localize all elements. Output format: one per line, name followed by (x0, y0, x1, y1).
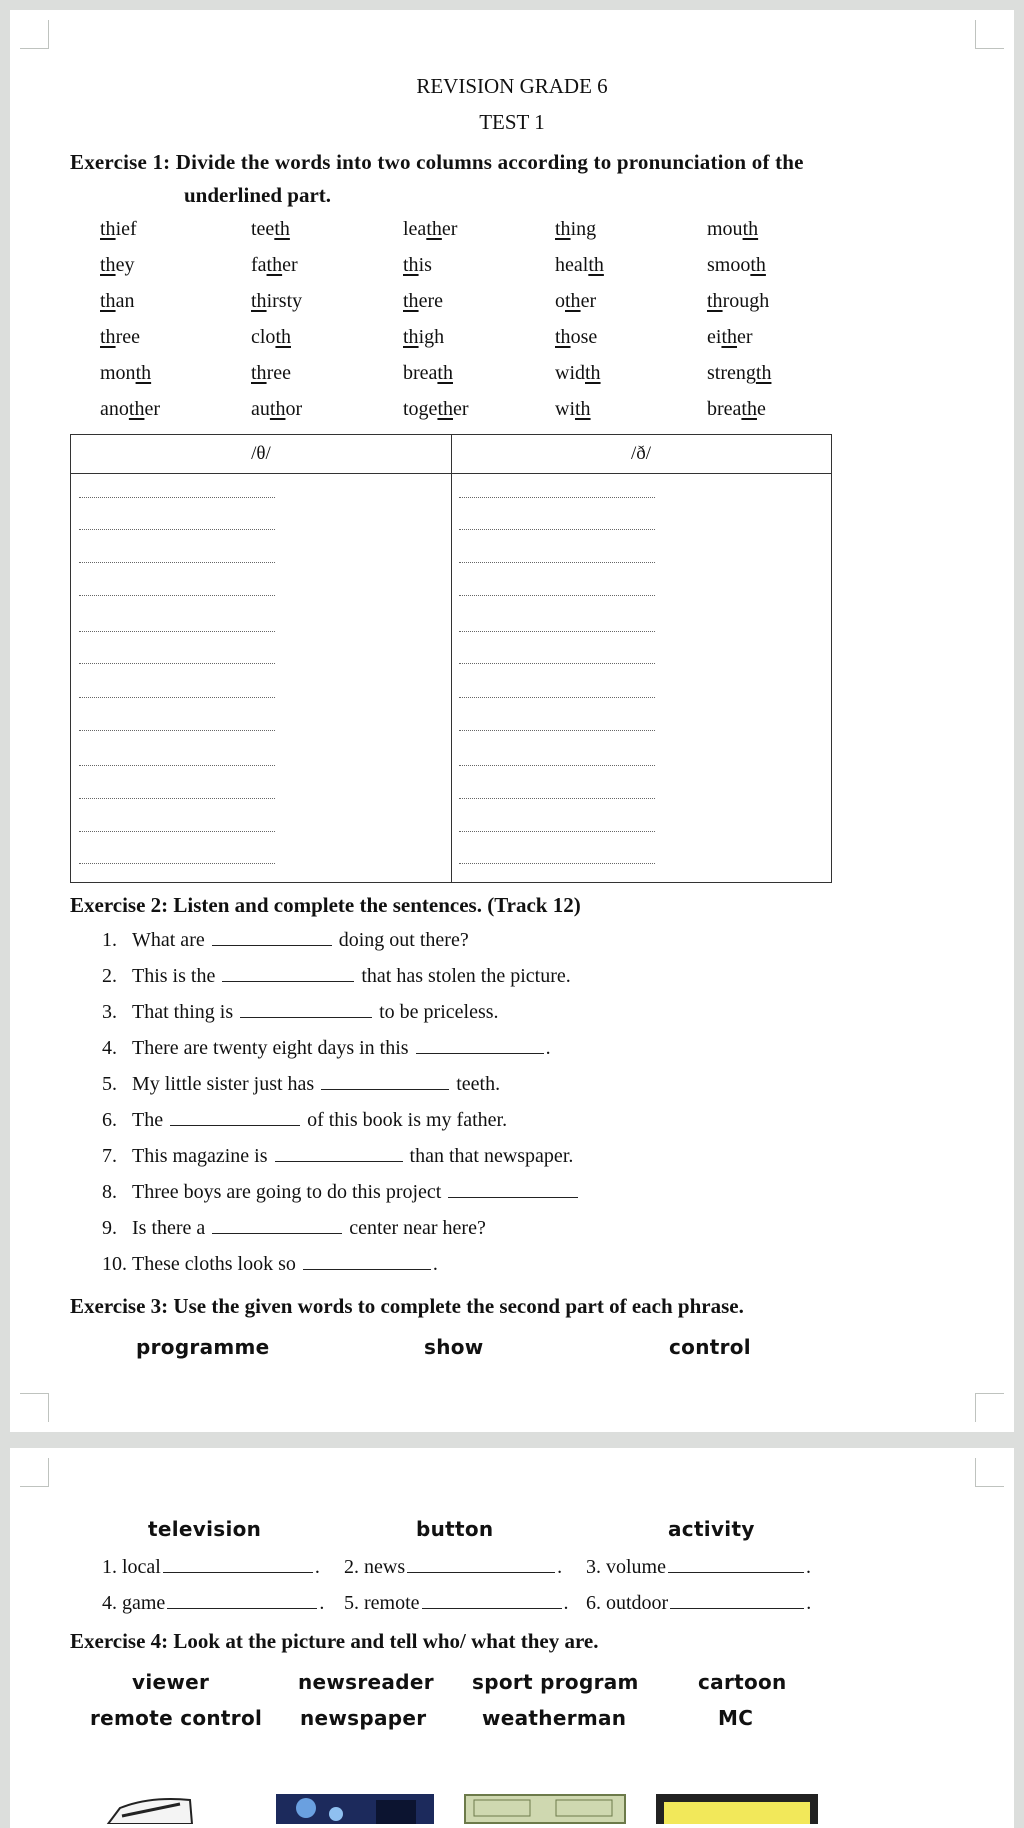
answer-line[interactable] (79, 663, 275, 664)
vocab-word: remote control (90, 1706, 263, 1730)
word-item: thirsty (251, 290, 303, 312)
word-item: they (100, 254, 135, 276)
answer-line[interactable] (79, 697, 275, 698)
word-item: author (251, 398, 303, 420)
page-corner-mark (20, 20, 49, 49)
page-corner-mark (975, 1393, 1004, 1422)
sentence-item: 6. The of this book is my father. (102, 1109, 508, 1131)
answer-line[interactable] (459, 765, 655, 766)
answer-line[interactable] (459, 562, 655, 563)
given-word: television (148, 1517, 262, 1541)
exercise-3-heading: Exercise 3: Use the given words to complete the second part of each phrase. (70, 1294, 744, 1318)
answer-line[interactable] (459, 663, 655, 664)
answer-blank[interactable] (668, 1571, 804, 1573)
answer-line[interactable] (79, 863, 275, 864)
answer-line[interactable] (459, 798, 655, 799)
answer-blank[interactable] (416, 1052, 544, 1054)
answer-blank[interactable] (670, 1607, 804, 1609)
theta-column (71, 435, 452, 882)
eth-column-header: /ð/ (451, 435, 831, 474)
given-word: show (424, 1335, 484, 1359)
word-item: smooth (707, 254, 766, 276)
answer-blank[interactable] (212, 944, 332, 946)
exercise-1-heading-cont: underlined part. (184, 183, 332, 207)
doc-title: REVISION GRADE 6 (416, 74, 608, 98)
vocab-word: newspaper (300, 1706, 427, 1730)
answer-line[interactable] (459, 730, 655, 731)
eth-column (451, 435, 831, 882)
answer-line[interactable] (79, 831, 275, 832)
vocab-word: viewer (132, 1670, 210, 1694)
exercise-2-heading: Exercise 2: Listen and complete the sentences. (Track 12) (70, 893, 581, 917)
vocab-word: newsreader (298, 1670, 434, 1694)
phrase-item: 6. outdoor . (586, 1592, 812, 1614)
word-item: another (100, 398, 160, 420)
answer-blank[interactable] (275, 1160, 403, 1162)
word-item: this (403, 254, 432, 276)
word-item: with (555, 398, 591, 420)
answer-blank[interactable] (422, 1607, 562, 1609)
page-corner-mark (20, 1458, 49, 1487)
word-item: than (100, 290, 135, 312)
phrase-item: 2. news . (344, 1556, 563, 1578)
word-item: month (100, 362, 152, 384)
answer-line[interactable] (79, 595, 275, 596)
word-item: thigh (403, 326, 445, 348)
answer-line[interactable] (459, 595, 655, 596)
given-word: control (669, 1335, 751, 1359)
answer-line[interactable] (79, 529, 275, 530)
sentence-item: 8. Three boys are going to do this project (102, 1181, 580, 1204)
theta-column-header: /θ/ (71, 435, 451, 474)
answer-line[interactable] (459, 863, 655, 864)
page-corner-mark (975, 20, 1004, 49)
answer-blank[interactable] (240, 1016, 372, 1018)
word-item: mouth (707, 218, 759, 240)
vocab-word: sport program (472, 1670, 639, 1694)
answer-line[interactable] (459, 697, 655, 698)
vocab-word: cartoon (698, 1670, 787, 1694)
answer-line[interactable] (459, 529, 655, 530)
answer-blank[interactable] (303, 1268, 431, 1270)
sentence-item: 4. There are twenty eight days in this . (102, 1037, 551, 1059)
sentence-item: 1. What are doing out there? (102, 929, 469, 951)
sentence-item: 3. That thing is to be priceless. (102, 1001, 499, 1023)
answer-line[interactable] (79, 798, 275, 799)
sentence-item: 9. Is there a center near here? (102, 1217, 486, 1239)
word-item: either (707, 326, 753, 348)
phrase-item: 5. remote . (344, 1592, 569, 1614)
page-corner-mark (20, 1393, 49, 1422)
answer-blank[interactable] (222, 980, 354, 982)
given-word: button (416, 1517, 494, 1541)
word-item: there (403, 290, 443, 312)
exercise-1-heading: Exercise 1: Divide the words into two columns according to pronunciation of the (70, 150, 804, 174)
word-item: other (555, 290, 597, 312)
answer-line[interactable] (79, 562, 275, 563)
word-item: strength (707, 362, 772, 384)
word-item: father (251, 254, 298, 276)
word-item: cloth (251, 326, 291, 348)
page-corner-mark (975, 1458, 1004, 1487)
sentence-item: 10. These cloths look so . (102, 1253, 438, 1275)
word-item: together (403, 398, 469, 420)
word-item: through (707, 290, 770, 312)
answer-line[interactable] (79, 497, 275, 498)
word-item: leather (403, 218, 458, 240)
word-item: width (555, 362, 601, 384)
word-item: three (251, 362, 291, 384)
word-item: those (555, 326, 598, 348)
answer-line[interactable] (459, 831, 655, 832)
answer-blank[interactable] (212, 1232, 342, 1234)
exercise-4-heading: Exercise 4: Look at the picture and tell who/ what they are. (70, 1629, 599, 1653)
answer-blank[interactable] (167, 1607, 317, 1609)
answer-line[interactable] (459, 631, 655, 632)
word-item: thing (555, 218, 597, 240)
answer-line[interactable] (459, 497, 655, 498)
given-word: activity (668, 1517, 755, 1541)
answer-blank[interactable] (321, 1088, 449, 1090)
word-item: breathe (707, 398, 766, 420)
given-word: programme (136, 1335, 270, 1359)
phrase-item: 4. game . (102, 1592, 325, 1614)
sentence-item: 5. My little sister just has teeth. (102, 1073, 501, 1095)
phrase-item: 3. volume . (586, 1556, 811, 1578)
phrase-item: 1. local . (102, 1556, 320, 1578)
answer-blank[interactable] (448, 1196, 578, 1198)
answer-blank[interactable] (170, 1124, 300, 1126)
answer-blank[interactable] (163, 1571, 313, 1573)
word-item: breath (403, 362, 453, 384)
word-item: teeth (251, 218, 290, 240)
vocab-word: MC (718, 1706, 754, 1730)
vocab-word: weatherman (482, 1706, 627, 1730)
answer-line[interactable] (79, 730, 275, 731)
pronunciation-table (70, 434, 832, 883)
answer-line[interactable] (79, 631, 275, 632)
word-item: health (555, 254, 604, 276)
word-item: thief (100, 218, 137, 240)
answer-line[interactable] (79, 765, 275, 766)
word-item: three (100, 326, 140, 348)
sentence-item: 7. This magazine is than that newspaper. (102, 1145, 574, 1167)
sentence-item: 2. This is the that has stolen the picture. (102, 965, 571, 987)
doc-subtitle: TEST 1 (479, 110, 545, 134)
answer-blank[interactable] (407, 1571, 555, 1573)
